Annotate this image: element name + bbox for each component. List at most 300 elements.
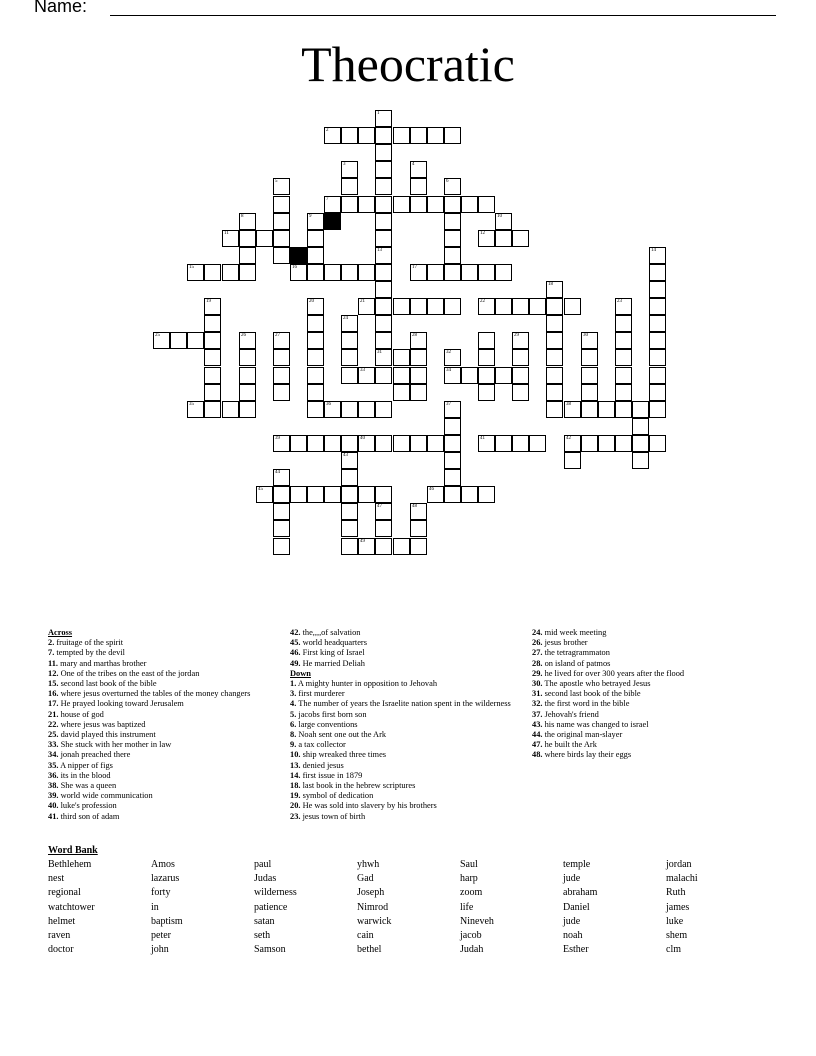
crossword-cell[interactable] [546, 367, 563, 384]
crossword-cell[interactable] [256, 486, 273, 503]
crossword-cell[interactable] [375, 247, 392, 264]
crossword-cell[interactable] [649, 247, 666, 264]
clue-number: 8 [241, 214, 244, 219]
crossword-cell[interactable] [307, 486, 324, 503]
crossword-cell[interactable] [427, 264, 444, 281]
word-bank-word: Nimrod [357, 901, 389, 913]
down-clue [532, 648, 772, 658]
crossword-cell[interactable] [273, 538, 290, 555]
crossword-cell[interactable] [393, 538, 410, 555]
clue-text: ship wreaked three times [300, 750, 387, 760]
crossword-cell[interactable] [307, 315, 324, 332]
clue-number-label: 26. [532, 638, 543, 648]
crossword-cell[interactable] [410, 161, 427, 178]
crossword-cell[interactable] [341, 469, 358, 486]
crossword-cell[interactable] [358, 298, 375, 315]
crossword-cell[interactable] [187, 264, 204, 281]
crossword-cell[interactable] [239, 349, 256, 366]
crossword-cell[interactable] [307, 230, 324, 247]
crossword-cell[interactable] [581, 349, 598, 366]
crossword-cell[interactable] [478, 384, 495, 401]
clue-number-label: 14. [290, 770, 301, 780]
crossword-cell[interactable] [444, 452, 461, 469]
word-bank-word: jordan [666, 859, 692, 870]
crossword-cell[interactable] [444, 196, 461, 213]
crossword-cell[interactable] [649, 367, 666, 384]
crossword-cell[interactable] [239, 401, 256, 418]
crossword-cell[interactable] [427, 127, 444, 144]
crossword-cell[interactable] [444, 127, 461, 144]
down-clue [532, 720, 772, 730]
crossword-cell[interactable] [598, 435, 615, 452]
word-bank-word: Ruth [666, 887, 686, 899]
crossword-cell[interactable] [564, 401, 581, 418]
crossword-cell[interactable] [273, 230, 290, 247]
crossword-cell[interactable] [410, 520, 427, 537]
crossword-cell[interactable] [410, 178, 427, 195]
crossword-cell[interactable] [393, 384, 410, 401]
clue-number: 22 [480, 299, 485, 304]
crossword-cell[interactable] [529, 435, 546, 452]
crossword-cell[interactable] [649, 298, 666, 315]
clue-number: 4 [412, 162, 415, 167]
crossword-cell[interactable] [273, 349, 290, 366]
crossword-cell[interactable] [478, 332, 495, 349]
crossword-cell[interactable] [478, 298, 495, 315]
clue-number-label: 19. [290, 791, 301, 801]
clue-text: She stuck with her mother in law [58, 740, 172, 750]
crossword-cell[interactable] [410, 367, 427, 384]
crossword-cell[interactable] [239, 332, 256, 349]
crossword-cell[interactable] [495, 230, 512, 247]
crossword-cell[interactable] [649, 315, 666, 332]
crossword-cell[interactable] [461, 196, 478, 213]
crossword-cell[interactable] [427, 298, 444, 315]
clue-number: 44 [275, 470, 280, 475]
crossword-cell[interactable] [375, 367, 392, 384]
crossword-cell[interactable] [307, 264, 324, 281]
crossword-cell[interactable] [324, 196, 341, 213]
clue-number: 49 [360, 539, 365, 544]
crossword-cell[interactable] [393, 127, 410, 144]
crossword-cell[interactable] [478, 264, 495, 281]
crossword-cell[interactable] [649, 435, 666, 452]
crossword-cell[interactable] [495, 367, 512, 384]
crossword-cell[interactable] [375, 520, 392, 537]
crossword-cell[interactable] [204, 349, 221, 366]
crossword-cell[interactable] [358, 486, 375, 503]
crossword-cell[interactable] [410, 196, 427, 213]
crossword-cell[interactable] [375, 110, 392, 127]
crossword-cell[interactable] [444, 486, 461, 503]
crossword-cell[interactable] [341, 452, 358, 469]
crossword-cell[interactable] [341, 435, 358, 452]
clue-number-label: 30. [532, 679, 543, 689]
down-clue [290, 781, 522, 791]
crossword-cell[interactable] [478, 486, 495, 503]
crossword-cell[interactable] [239, 230, 256, 247]
clue-text: He prayed looking toward Jerusalem [58, 699, 184, 709]
crossword-cell[interactable] [204, 384, 221, 401]
crossword-cell[interactable] [290, 486, 307, 503]
clue-number-label: 2. [48, 638, 55, 648]
crossword-cell[interactable] [307, 213, 324, 230]
crossword-cell[interactable] [204, 332, 221, 349]
crossword-cell[interactable] [307, 401, 324, 418]
crossword-cell[interactable] [444, 349, 461, 366]
crossword-cell[interactable] [564, 452, 581, 469]
crossword-cell[interactable] [307, 384, 324, 401]
crossword-cell[interactable] [341, 367, 358, 384]
crossword-cell[interactable] [375, 196, 392, 213]
crossword-cell[interactable] [170, 332, 187, 349]
across-clue [48, 659, 280, 669]
crossword-cell[interactable] [358, 435, 375, 452]
crossword-cell[interactable] [478, 349, 495, 366]
clue-text: on island of patmos [542, 658, 611, 668]
crossword-cell[interactable] [444, 401, 461, 418]
crossword-cell[interactable] [307, 349, 324, 366]
clue-text: First king of Israel [300, 648, 365, 658]
across-clue [290, 648, 522, 658]
crossword-cell[interactable] [375, 264, 392, 281]
crossword-cell[interactable] [273, 435, 290, 452]
crossword-cell[interactable] [375, 213, 392, 230]
crossword-cell[interactable] [444, 418, 461, 435]
across-clue [48, 710, 280, 720]
crossword-cell[interactable] [393, 196, 410, 213]
crossword-cell[interactable] [341, 178, 358, 195]
word-bank-word: luke [666, 915, 684, 927]
crossword-cell[interactable] [153, 332, 170, 349]
crossword-cell[interactable] [375, 127, 392, 144]
crossword-cell[interactable] [410, 349, 427, 366]
crossword-cell[interactable] [341, 196, 358, 213]
across-clue [48, 638, 280, 648]
crossword-cell[interactable] [341, 127, 358, 144]
crossword-cell[interactable] [512, 384, 529, 401]
crossword-cell[interactable] [222, 401, 239, 418]
crossword-cell[interactable] [341, 538, 358, 555]
crossword-cell[interactable] [478, 367, 495, 384]
crossword-cell[interactable] [204, 298, 221, 315]
crossword-cell[interactable] [546, 349, 563, 366]
crossword-cell[interactable] [512, 332, 529, 349]
crossword-cell[interactable] [512, 435, 529, 452]
word-bank-word: patience [254, 901, 288, 913]
crossword-cell[interactable] [649, 401, 666, 418]
crossword-cell[interactable] [307, 435, 324, 452]
crossword-cell[interactable] [273, 196, 290, 213]
crossword-cell[interactable] [324, 127, 341, 144]
clue-text: Noah sent one out the Ark [296, 730, 387, 740]
crossword-cell[interactable] [324, 486, 341, 503]
crossword-cell[interactable] [239, 247, 256, 264]
crossword-cell[interactable] [410, 435, 427, 452]
across-clue [48, 730, 280, 740]
crossword-cell[interactable] [615, 435, 632, 452]
crossword-cell[interactable] [461, 486, 478, 503]
crossword-cell[interactable] [358, 196, 375, 213]
crossword-cell[interactable] [649, 384, 666, 401]
clue-text: Jehovah's friend [542, 709, 599, 719]
crossword-cell[interactable] [273, 247, 290, 264]
crossword-cell[interactable] [410, 384, 427, 401]
crossword-cell[interactable] [239, 367, 256, 384]
crossword-cell[interactable] [204, 315, 221, 332]
crossword-cell[interactable] [444, 264, 461, 281]
clue-number: 27 [275, 333, 280, 338]
crossword-cell[interactable] [273, 486, 290, 503]
clue-number-label: 38. [48, 781, 59, 791]
clue-text: denied jesus [300, 760, 344, 770]
crossword-cell[interactable] [358, 127, 375, 144]
clue-number: 45 [258, 487, 263, 492]
word-bank-word: watchtower [48, 901, 95, 913]
crossword-cell[interactable] [495, 213, 512, 230]
crossword-cell[interactable] [358, 264, 375, 281]
crossword-cell[interactable] [358, 367, 375, 384]
crossword-cell[interactable] [615, 315, 632, 332]
crossword-cell[interactable] [649, 281, 666, 298]
crossword-cell[interactable] [649, 264, 666, 281]
word-bank-word: Saul [460, 859, 478, 870]
across-clue [48, 791, 280, 801]
clue-number-label: 15. [48, 679, 59, 689]
crossword-cell[interactable] [410, 538, 427, 555]
clue-number: 24 [343, 316, 348, 321]
crossword-cell[interactable] [444, 213, 461, 230]
crossword-cell[interactable] [341, 486, 358, 503]
crossword-cell[interactable] [341, 332, 358, 349]
crossword-cell[interactable] [615, 349, 632, 366]
across-clue [48, 689, 280, 699]
crossword-cell[interactable] [461, 264, 478, 281]
crossword-cell[interactable] [324, 435, 341, 452]
crossword-cell[interactable] [204, 367, 221, 384]
clue-number-label: 12. [48, 668, 59, 678]
crossword-cell[interactable] [495, 298, 512, 315]
crossword-cell[interactable] [632, 435, 649, 452]
crossword-cell[interactable] [375, 349, 392, 366]
clue-number-label: 20. [290, 801, 301, 811]
crossword-cell[interactable] [546, 401, 563, 418]
crossword-cell[interactable] [410, 127, 427, 144]
crossword-cell[interactable] [529, 298, 546, 315]
clue-text: A nipper of figs [58, 760, 113, 770]
crossword-cell[interactable] [444, 178, 461, 195]
crossword-cell[interactable] [222, 264, 239, 281]
crossword-cell[interactable] [461, 367, 478, 384]
crossword-cell[interactable] [375, 332, 392, 349]
crossword-cell[interactable] [598, 401, 615, 418]
crossword-cell[interactable] [632, 401, 649, 418]
crossword-cell[interactable] [615, 332, 632, 349]
clue-number: 37 [446, 402, 451, 407]
crossword-cell[interactable] [546, 332, 563, 349]
clue-number-label: 22. [48, 719, 59, 729]
crossword-cell[interactable] [375, 435, 392, 452]
crossword-cell[interactable] [239, 264, 256, 281]
crossword-cell[interactable] [632, 452, 649, 469]
crossword-cell[interactable] [256, 230, 273, 247]
crossword-cell[interactable] [273, 384, 290, 401]
word-bank-word: shem [666, 930, 688, 942]
crossword-cell[interactable] [546, 298, 563, 315]
down-clue [290, 801, 522, 811]
crossword-cell[interactable] [393, 367, 410, 384]
crossword-cell[interactable] [512, 367, 529, 384]
crossword-cell[interactable] [290, 435, 307, 452]
down-clue [290, 689, 522, 699]
crossword-cell[interactable] [341, 401, 358, 418]
crossword-cell[interactable] [273, 332, 290, 349]
crossword-cell[interactable] [341, 520, 358, 537]
crossword-cell[interactable] [478, 435, 495, 452]
crossword-cell[interactable] [222, 230, 239, 247]
crossword-cell[interactable] [324, 401, 341, 418]
crossword-cell[interactable] [581, 367, 598, 384]
crossword-cell[interactable] [307, 298, 324, 315]
crossword-cell[interactable] [427, 486, 444, 503]
crossword-cell[interactable] [410, 298, 427, 315]
clue-number: 25 [155, 333, 160, 338]
clue-number: 30 [583, 333, 588, 338]
crossword-cell[interactable] [239, 384, 256, 401]
crossword-cell[interactable] [427, 196, 444, 213]
crossword-cell[interactable] [341, 349, 358, 366]
crossword-cell[interactable] [615, 401, 632, 418]
clue-text: house of god [58, 709, 104, 719]
crossword-cell[interactable] [187, 401, 204, 418]
crossword-cell[interactable] [581, 435, 598, 452]
crossword-cell[interactable] [564, 435, 581, 452]
crossword-cell[interactable] [512, 298, 529, 315]
crossword-cell[interactable] [410, 332, 427, 349]
crossword-cell[interactable] [393, 349, 410, 366]
crossword-cell[interactable] [581, 332, 598, 349]
crossword-cell[interactable] [649, 349, 666, 366]
crossword-cell[interactable] [204, 401, 221, 418]
word-bank-word: lazarus [151, 873, 180, 885]
crossword-cell[interactable] [546, 315, 563, 332]
crossword-cell[interactable] [239, 213, 256, 230]
crossword-cell[interactable] [375, 230, 392, 247]
crossword-cell[interactable] [478, 230, 495, 247]
crossword-cell[interactable] [375, 538, 392, 555]
crossword-cell[interactable] [273, 213, 290, 230]
crossword-cell[interactable] [444, 367, 461, 384]
clue-number: 31 [377, 350, 382, 355]
crossword-cell[interactable] [546, 281, 563, 298]
crossword-cell[interactable] [375, 144, 392, 161]
clue-number: 23 [617, 299, 622, 304]
clue-number-label: 49. [290, 658, 301, 668]
clue-number: 5 [275, 179, 278, 184]
word-bank-word: james [666, 901, 690, 913]
crossword-cell[interactable] [444, 247, 461, 264]
word-bank-column [666, 858, 766, 957]
crossword-cell[interactable] [615, 384, 632, 401]
crossword-cell[interactable] [341, 503, 358, 520]
crossword-cell[interactable] [615, 298, 632, 315]
crossword-cell[interactable] [649, 332, 666, 349]
crossword-cell[interactable] [273, 520, 290, 537]
crossword-cell[interactable] [324, 264, 341, 281]
crossword-cell[interactable] [375, 281, 392, 298]
crossword-cell[interactable] [444, 298, 461, 315]
crossword-cell[interactable] [427, 435, 444, 452]
crossword-cell[interactable] [495, 435, 512, 452]
down-clue [532, 699, 772, 709]
crossword-cell[interactable] [341, 315, 358, 332]
crossword-cell[interactable] [375, 503, 392, 520]
crossword-cell[interactable] [273, 367, 290, 384]
crossword-cell[interactable] [444, 435, 461, 452]
crossword-cell[interactable] [615, 367, 632, 384]
crossword-cell[interactable] [273, 469, 290, 486]
crossword-cell[interactable] [444, 230, 461, 247]
crossword-cell[interactable] [341, 161, 358, 178]
crossword-cell[interactable] [581, 384, 598, 401]
crossword-cell[interactable] [581, 401, 598, 418]
crossword-cell[interactable] [444, 469, 461, 486]
crossword-cell[interactable] [375, 161, 392, 178]
crossword-cell[interactable] [512, 230, 529, 247]
clue-text: he lived for over 300 years after the flood [542, 668, 685, 678]
crossword-cell[interactable] [375, 298, 392, 315]
crossword-cell[interactable] [393, 298, 410, 315]
crossword-cell[interactable] [290, 264, 307, 281]
crossword-cell[interactable] [564, 298, 581, 315]
crossword-cell[interactable] [358, 401, 375, 418]
crossword-cell[interactable] [358, 538, 375, 555]
crossword-cell[interactable] [495, 264, 512, 281]
clue-text: jesus town of birth [300, 811, 366, 821]
crossword-cell[interactable] [307, 332, 324, 349]
crossword-cell[interactable] [187, 332, 204, 349]
crossword-cell[interactable] [341, 264, 358, 281]
clue-number-label: 45. [290, 638, 301, 648]
crossword-cell[interactable] [307, 247, 324, 264]
word-bank-word: bethel [357, 944, 382, 956]
crossword-cell[interactable] [393, 435, 410, 452]
clue-number-label: 36. [48, 770, 59, 780]
crossword-cell[interactable] [410, 264, 427, 281]
crossword-cell[interactable] [273, 178, 290, 195]
clue-text: the tetragrammaton [542, 648, 610, 658]
crossword-cell[interactable] [478, 196, 495, 213]
clue-text: The number of years the Israelite nation spent in the wilderness [296, 699, 511, 709]
crossword-cell[interactable] [375, 486, 392, 503]
crossword-cell[interactable] [204, 264, 221, 281]
crossword-cell[interactable] [273, 503, 290, 520]
crossword-cell[interactable] [375, 178, 392, 195]
crossword-cell[interactable] [375, 401, 392, 418]
down-clue [290, 812, 522, 822]
clue-text: world wide communication [58, 791, 153, 801]
crossword-cell[interactable] [307, 367, 324, 384]
crossword-cell[interactable] [512, 349, 529, 366]
clues-column-3 [532, 628, 772, 761]
clue-number: 12 [480, 231, 485, 236]
crossword-cell[interactable] [632, 418, 649, 435]
crossword-cell[interactable] [375, 315, 392, 332]
word-bank-word: Bethlehem [48, 859, 92, 870]
crossword-cell[interactable] [546, 384, 563, 401]
clue-number: 18 [548, 282, 553, 287]
crossword-cell[interactable] [410, 503, 427, 520]
